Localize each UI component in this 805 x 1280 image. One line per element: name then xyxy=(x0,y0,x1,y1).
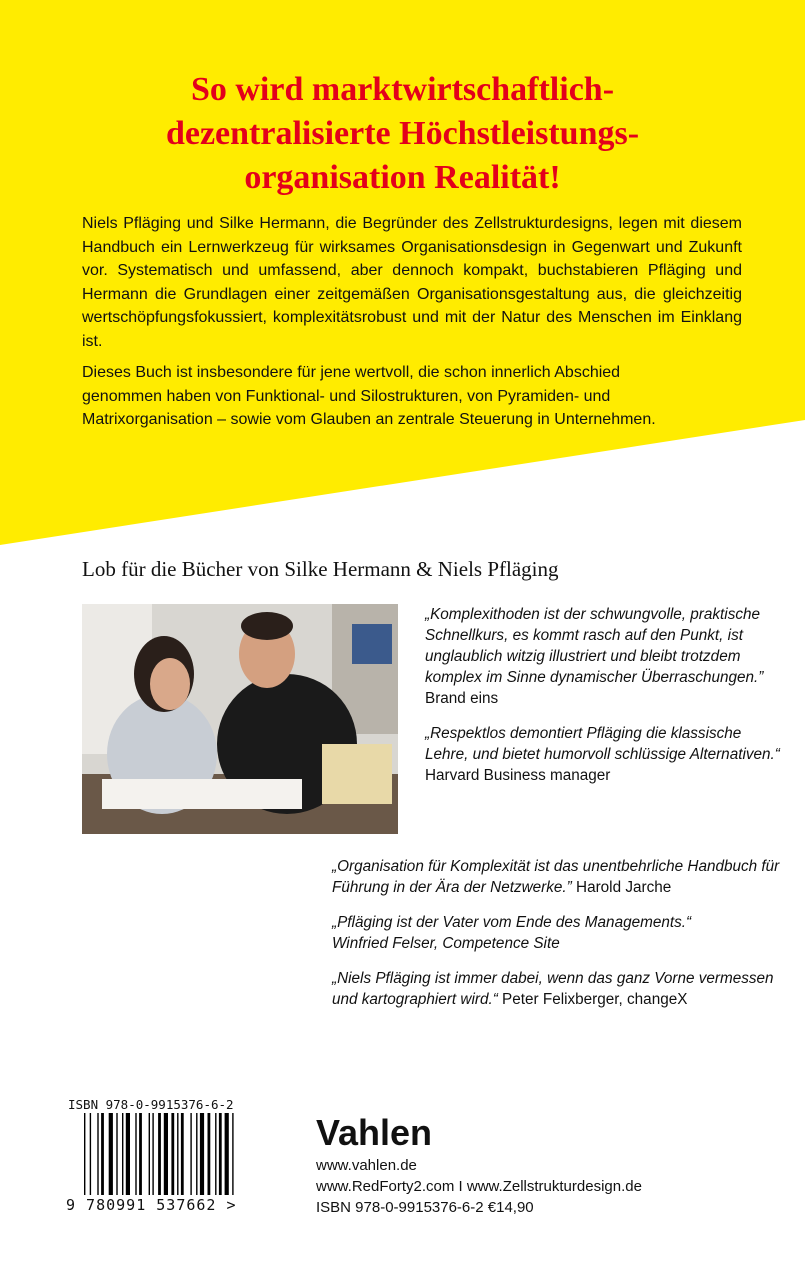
quote-source: Harold Jarche xyxy=(576,879,672,896)
barcode-bar xyxy=(171,1113,174,1195)
blurb xyxy=(82,212,742,440)
quote-text: „Respektlos demontiert Pfläging die klassische Lehre, und bietet humorvoll schlüssige Alternativen.“ xyxy=(425,725,780,763)
barcode-bar xyxy=(158,1113,161,1195)
isbn-price: ISBN 978-0-9915376-6-2 €14,90 xyxy=(316,1199,534,1216)
barcode-block xyxy=(66,1097,271,1218)
praise-heading: Lob für die Bücher von Silke Hermann & Niels Pfläging xyxy=(82,557,559,581)
quote xyxy=(425,604,782,709)
barcode-isbn: ISBN 978-0-9915376-6-2 xyxy=(68,1097,234,1112)
lower-quotes xyxy=(332,856,782,1010)
barcode-bar xyxy=(101,1113,104,1195)
barcode-bar xyxy=(219,1113,222,1195)
author-photo xyxy=(82,604,398,834)
barcode-bar xyxy=(139,1113,142,1195)
barcode xyxy=(84,1113,270,1195)
barcode-bar xyxy=(190,1113,191,1195)
quote-source: Brand eins xyxy=(425,690,499,707)
barcode-bar xyxy=(109,1113,113,1195)
barcode-bar xyxy=(152,1113,153,1195)
barcode-bar xyxy=(225,1113,229,1195)
headline xyxy=(0,68,805,200)
quote-source: Harvard Business manager xyxy=(425,767,611,784)
barcode-bar xyxy=(84,1113,85,1195)
quotes-column xyxy=(425,604,782,786)
quote-source: Winfried Felser, Competence Site xyxy=(332,935,560,952)
barcode-bar xyxy=(181,1113,184,1195)
footer xyxy=(66,1097,642,1218)
publisher-block xyxy=(316,1097,642,1218)
quote xyxy=(332,856,782,898)
photo-quotes-row xyxy=(82,604,782,834)
quote xyxy=(332,968,782,1010)
praise-section xyxy=(82,555,782,1010)
barcode-bar xyxy=(126,1113,130,1195)
quote-text: „Organisation für Komplexität ist das unentbehrliche Handbuch für Führung in der Ära der Netzwerke.” xyxy=(332,858,780,896)
barcode-bar xyxy=(215,1113,216,1195)
barcode-bar xyxy=(200,1113,204,1195)
publisher-logo: Vahlen xyxy=(316,1112,433,1153)
publisher-websites[interactable]: www.RedForty2.com I www.Zellstrukturdesign.de xyxy=(316,1178,642,1195)
barcode-bar xyxy=(97,1113,98,1195)
quote-text: „Komplexithoden ist der schwungvolle, praktische Schnellkurs, es kommt rasch auf den Punkt, ist unglaublich witzig illustriert und bleibt trotzdem komplex im Sinne dynamischer Überraschungen.” xyxy=(425,606,764,686)
barcode-bar xyxy=(232,1113,233,1195)
barcode-digits: 9 780991 537662 > xyxy=(66,1196,237,1214)
quote-text: „Niels Pfläging ist immer dabei, wenn das ganz Vorne vermessen und kartographiert wird.“ xyxy=(332,970,774,1008)
quote-source: Peter Felixberger, changeX xyxy=(502,991,688,1008)
quote-text: „Pfläging ist der Vater vom Ende des Managements.“ xyxy=(332,914,692,931)
barcode-bar xyxy=(149,1113,150,1195)
quote xyxy=(332,912,782,954)
headline-line: dezentralisierte Höchstleistungs- xyxy=(165,115,640,152)
barcode-bar xyxy=(196,1113,197,1195)
barcode-bar xyxy=(164,1113,168,1195)
quote xyxy=(425,723,782,786)
barcode-bar xyxy=(122,1113,123,1195)
publisher-website[interactable]: www.vahlen.de xyxy=(316,1157,417,1174)
barcode-bar xyxy=(177,1113,178,1195)
publisher-info xyxy=(316,1155,642,1218)
barcode-bar xyxy=(90,1113,91,1195)
barcode-bar xyxy=(116,1113,117,1195)
blurb-paragraph: Niels Pfläging und Silke Hermann, die Begründer des Zellstrukturdesigns, legen mit diesem Handbuch ein Lernwerkzeug für wirksames Organisationsdesign in Gegenwart und Zukunft vor. Systematisch und umfassend, aber dennoch kompakt, buchstabieren Pfläging und Hermann die Grundlagen einer zeitgemäßen Organisationsgestaltung aus, die gleichzeitig wertschöpfungsfokussiert, komplexitätsrobust und mit der Natur des Menschen im Einklang ist. xyxy=(82,215,742,350)
barcode-bar xyxy=(208,1113,211,1195)
headline-line: So wird marktwirtschaftlich- xyxy=(190,71,615,108)
headline-line: organisation Realität! xyxy=(244,159,561,196)
barcode-bar xyxy=(135,1113,136,1195)
blurb-paragraph: Dieses Buch ist insbesondere für jene wertvoll, die schon innerlich Abschied genommen haben von Funktional- und Silostrukturen, von Pyramiden- und Matrixorganisation – sowie vom Glauben an zentrale Steuerung in Unternehmen. xyxy=(82,364,656,428)
